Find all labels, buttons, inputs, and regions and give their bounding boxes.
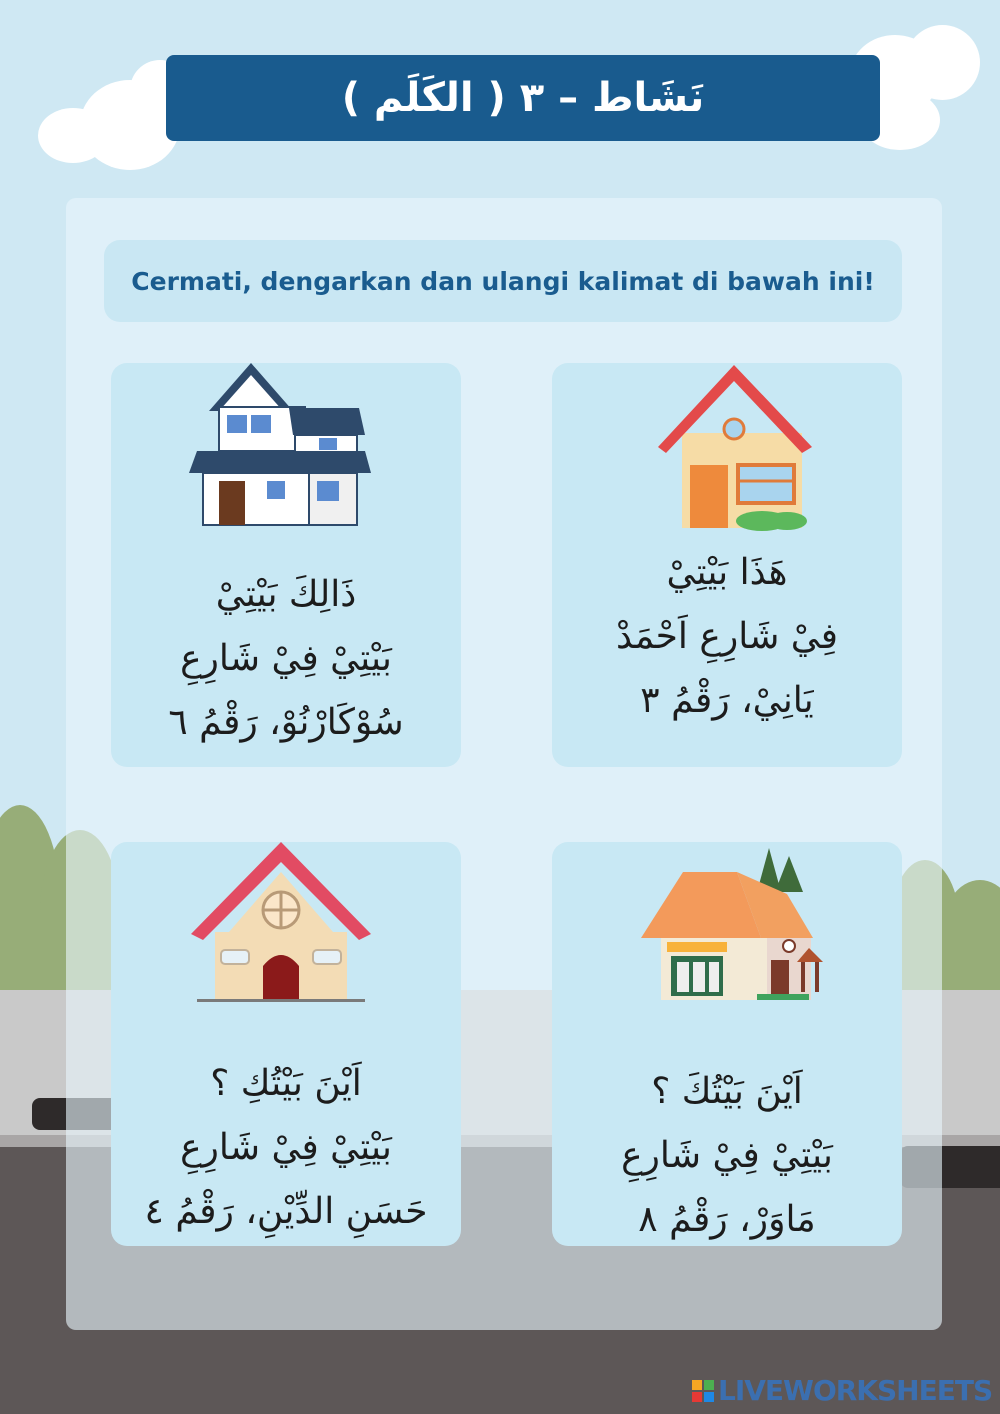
card-line: ذَالِكَ بَيْتِيْ <box>215 574 357 615</box>
card-line: يَانِيْ، رَقْمُ ٣ <box>640 680 814 721</box>
watermark-text: LIVEWORKSHEETS <box>718 1374 993 1407</box>
page-title: نَشَاط – ٣ ( الكَلَم ) <box>341 75 705 121</box>
card-two-storey-house <box>111 363 461 767</box>
pink-roof-house-icon <box>191 842 381 1012</box>
card-line: اَيْنَ بَيْتُكِ ؟ <box>210 1063 362 1104</box>
card-line: بَيْتِيْ فِيْ شَارِعِ <box>621 1135 833 1176</box>
liveworksheets-logo <box>692 1374 992 1407</box>
card-line: فِيْ شَارِعِ اَحْمَدْ <box>615 616 839 657</box>
card-cottage-house <box>552 842 902 1246</box>
card-pink-roof-house <box>111 842 461 1246</box>
title-banner <box>166 55 880 141</box>
small-orange-house-icon <box>652 363 822 533</box>
card-line: بَيْتِيْ فِيْ شَارِعِ <box>180 638 392 679</box>
card-line: اَيْنَ بَيْتُكَ ؟ <box>651 1071 803 1112</box>
two-storey-house-icon <box>189 363 379 533</box>
cloud <box>905 25 980 100</box>
card-line: هَذَا بَيْتِيْ <box>666 552 788 593</box>
instruction-box <box>104 240 902 322</box>
card-line: مَاوَرْ، رَقْمُ ٨ <box>638 1199 816 1240</box>
card-line: حَسَنِ الدِّيْنِ، رَقْمُ ٤ <box>144 1191 428 1232</box>
card-line: سُوْكَارْنُوْ، رَقْمُ ٦ <box>168 702 404 743</box>
cottage-house-icon <box>637 842 837 1007</box>
instruction-text: Cermati, dengarkan dan ulangi kalimat di bawah ini! <box>131 266 875 296</box>
card-small-orange-house <box>552 363 902 767</box>
liveworksheets-icon <box>692 1380 714 1402</box>
card-line: بَيْتِيْ فِيْ شَارِعِ <box>180 1127 392 1168</box>
